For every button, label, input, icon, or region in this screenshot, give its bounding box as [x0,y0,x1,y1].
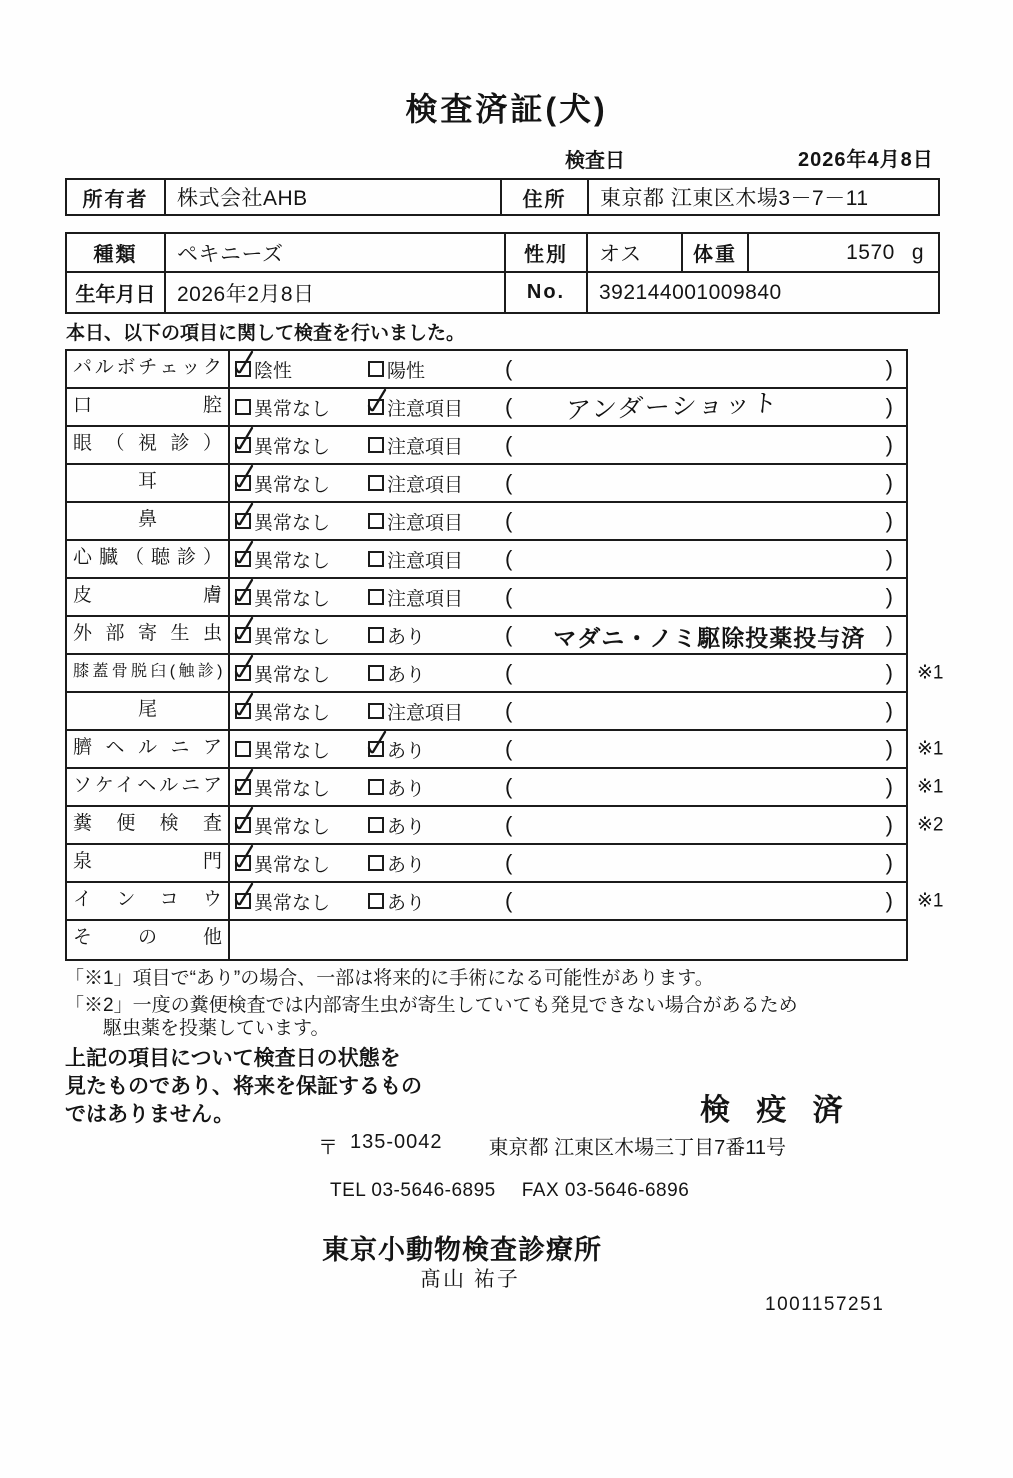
item-result-cell [230,693,906,729]
item-label: 膝蓋骨脱臼(触診) [67,655,230,691]
item-result-cell [230,769,906,805]
checklist-rows [67,351,944,959]
checklist-row-eyes-visual [67,427,906,465]
item-label: ソケイヘルニア [67,769,230,805]
option-1-label: 異常なし [254,816,331,838]
open-paren: ( [505,470,513,495]
checklist-row-heart-auscultation [67,541,906,579]
option-2 [368,888,505,915]
option-1 [235,470,368,497]
checklist-row-other [67,921,906,959]
option-1-checkbox [235,855,251,871]
close-paren: ) [885,850,893,875]
checklist-row-oral-cavity [67,389,906,427]
handwritten-remark: アンダーショット [563,388,781,425]
item-result-cell [230,579,906,615]
option-2-checkbox [368,475,384,491]
owner-label: 所有者 [67,180,166,214]
item-label: 口腔 [67,389,230,425]
option-2-label: あり [387,740,426,762]
close-paren: ) [885,660,893,685]
check-mark-icon [232,463,256,493]
option-2-checkbox [368,855,384,871]
option-2-checkbox [368,703,384,719]
number-label: No. [506,273,588,312]
option-1 [235,508,368,535]
option-1-label: 異常なし [254,854,331,876]
check-mark-icon [365,729,389,759]
option-2-checkbox [368,665,384,681]
check-mark-icon [232,691,256,721]
option-1-label: 陰性 [254,360,293,382]
open-paren: ( [505,774,513,799]
option-2-label: 陽性 [387,360,426,382]
remarks-field [505,508,906,534]
item-result-cell [230,427,906,463]
open-paren: ( [505,660,513,685]
item-label: パルボチェック [67,351,230,387]
item-label: 糞便検査 [67,807,230,843]
clinic-name: 東京小動物検査診療所 [322,1235,602,1265]
close-paren: ) [885,470,893,495]
item-result-cell [230,503,906,539]
remarks-field [505,698,906,724]
option-1 [235,432,368,459]
weight-label: 体重 [683,234,749,271]
remarks-field [505,660,906,686]
remarks-field [505,617,906,653]
open-paren: ( [505,736,513,761]
option-2-label: あり [387,778,426,800]
option-2-checkbox [368,551,384,567]
remarks-field [505,470,906,496]
option-2-label: あり [387,664,426,686]
option-1-checkbox [235,437,251,453]
option-2-label: 注意項目 [387,588,464,610]
option-1-checkbox [235,551,251,567]
remarks-field [505,850,906,876]
option-2-checkbox [368,589,384,605]
pet-info-row-1 [67,234,938,273]
check-mark-icon [232,767,256,797]
item-result-cell [230,389,906,425]
remarks-field [505,888,906,914]
open-paren: ( [505,508,513,533]
footnote-1: 「※1」項目で“あり”の場合、一部は将来的に手術になる可能性があります。 [65,968,714,989]
checklist-intro-text: 本日、以下の項目に関して検査を行いました。 [66,323,466,344]
option-1 [235,888,368,915]
weight-cell [749,234,938,271]
disclaimer-line-2: 見たものであり、将来を保証するもの [65,1075,422,1098]
check-mark-icon [232,539,256,569]
open-paren: ( [505,812,513,837]
birthdate-label: 生年月日 [67,273,166,312]
footnote-2: 「※2」一度の糞便検査では内部寄生虫が寄生していても発見できない場合があるため [65,995,798,1016]
tel-number: TEL 03-5646-6895 [330,1180,496,1201]
close-paren: ) [885,394,893,419]
option-1 [235,660,368,687]
item-result-cell [230,921,906,959]
remarks-field [505,736,906,762]
checklist-row-nose [67,503,906,541]
open-paren: ( [505,698,513,723]
postal-address-line [318,1131,786,1160]
tel-fax-line [330,1180,689,1202]
option-2-label: あり [387,626,426,648]
pet-info-row-2 [67,273,938,312]
option-2-checkbox [368,437,384,453]
option-1 [235,622,368,649]
postal-code: 135-0042 [350,1131,443,1153]
option-1 [235,356,368,383]
option-1-label: 異常なし [254,702,331,724]
close-paren: ) [885,774,893,799]
open-paren: ( [505,622,513,647]
item-result-cell [230,351,906,387]
option-2-label: あり [387,892,426,914]
option-2 [368,736,505,763]
option-2-label: あり [387,854,426,876]
item-label: 皮膚 [67,579,230,615]
open-paren: ( [505,584,513,609]
option-2 [368,584,505,611]
breed-label: 種類 [67,234,166,271]
remarks-field [505,546,906,572]
open-paren: ( [505,356,513,381]
close-paren: ) [885,622,893,647]
fax-number: FAX 03-5646-6896 [521,1180,690,1201]
close-paren: ) [885,812,893,837]
option-2-checkbox [368,817,384,833]
option-2-label: 注意項目 [387,512,464,534]
option-1 [235,850,368,877]
item-result-cell [230,465,906,501]
examination-checklist-table [65,349,944,961]
option-2-checkbox [368,779,384,795]
reference-mark: ※1 [917,738,944,760]
option-1 [235,394,368,421]
option-2 [368,508,505,535]
item-result-cell [230,541,906,577]
option-1-checkbox [235,779,251,795]
option-2 [368,546,505,573]
close-paren: ) [885,698,893,723]
option-1-checkbox [235,361,251,377]
item-label: 外部寄生虫 [67,617,230,653]
option-2 [368,470,505,497]
option-1-checkbox [235,513,251,529]
checklist-row-patellar-luxation [67,655,944,693]
item-result-cell [230,731,906,767]
option-2 [368,394,505,421]
item-result-cell [230,655,906,691]
option-2 [368,774,505,801]
serial-number: 1001157251 [765,1294,885,1315]
option-1-label: 異常なし [254,626,331,648]
clinic-address: 東京都 江東区木場三丁目7番11号 [488,1137,786,1159]
remarks-field [505,356,906,382]
option-1-label: 異常なし [254,436,331,458]
weight-value: 1570 [846,240,895,264]
owner-value: 株式会社AHB [166,180,502,214]
remarks-field [505,812,906,838]
checklist-row-fontanelle [67,845,906,883]
option-2 [368,356,505,383]
item-label: 眼（視診） [67,427,230,463]
open-paren: ( [505,850,513,875]
option-2-checkbox [368,741,384,757]
close-paren: ) [885,356,893,381]
option-1-checkbox [235,893,251,909]
option-2 [368,660,505,687]
option-2 [368,812,505,839]
checklist-row-inguinal-hernia [67,769,944,807]
checklist-row-umbilical-hernia [67,731,944,769]
option-2-checkbox [368,513,384,529]
reference-mark: ※2 [917,814,944,836]
quarantine-stamp: 検 疫 済 [700,1094,852,1127]
option-1-label: 異常なし [254,588,331,610]
option-1-checkbox [235,817,251,833]
option-2-checkbox [368,627,384,643]
item-label: その他 [67,921,230,959]
pet-info-table [65,232,940,314]
option-1-checkbox [235,627,251,643]
remarks-field [505,432,906,458]
option-1-checkbox [235,475,251,491]
option-1-label: 異常なし [254,512,331,534]
item-label: 鼻 [67,503,230,539]
reference-mark: ※1 [917,890,944,912]
item-label: 心臓（聴診） [67,541,230,577]
checklist-row-skin [67,579,906,617]
inspection-date-value: 2026年4月8日 [798,149,934,171]
option-1-checkbox [235,703,251,719]
option-1 [235,774,368,801]
option-2 [368,432,505,459]
check-mark-icon [232,805,256,835]
item-label: 耳 [67,465,230,501]
disclaimer-line-3: ではありません。 [65,1103,235,1126]
disclaimer-line-1: 上記の項目について検査日の状態を [65,1047,401,1070]
option-2 [368,850,505,877]
breed-value: ペキニーズ [166,234,506,271]
close-paren: ) [885,546,893,571]
owner-table [65,178,940,216]
birthdate-value: 2026年2月8日 [166,273,506,312]
disclaimer-text [65,1045,422,1129]
remarks-field [505,584,906,610]
checklist-row-fecal-exam [67,807,944,845]
item-result-cell [230,845,906,881]
option-1 [235,698,368,725]
remarks-field [505,388,906,425]
close-paren: ) [885,432,893,457]
option-1-label: 異常なし [254,474,331,496]
reference-mark: ※1 [917,662,944,684]
checklist-row-external-parasites [67,617,906,655]
check-mark-icon [232,615,256,645]
item-label: 泉門 [67,845,230,881]
footnote-2-continued: 駆虫薬を投薬しています。 [103,1018,330,1039]
check-mark-icon [232,577,256,607]
option-2-checkbox [368,893,384,909]
option-2-label: 注意項目 [387,398,464,420]
check-mark-icon [232,881,256,911]
option-1 [235,812,368,839]
close-paren: ) [885,584,893,609]
option-1-label: 異常なし [254,664,331,686]
address-value: 東京都 江東区木場3－7－11 [600,187,869,210]
reference-mark: ※1 [917,776,944,798]
item-label: 臍ヘルニア [67,731,230,767]
weight-unit: g [911,240,924,264]
option-1-label: 異常なし [254,892,331,914]
item-result-cell [230,807,906,843]
sex-value: オス [588,234,683,271]
option-1 [235,546,368,573]
option-1-label: 異常なし [254,550,331,572]
close-paren: ) [885,736,893,761]
printed-remark: マダニ・ノミ駆除投薬投与済 [553,625,866,651]
sex-label: 性別 [506,234,588,271]
option-2-checkbox [368,361,384,377]
option-2-label: 注意項目 [387,436,464,458]
item-result-cell [230,883,906,919]
option-2-label: 注意項目 [387,474,464,496]
examiner-name: 髙山 祐子 [420,1268,520,1291]
check-mark-icon [232,843,256,873]
checklist-row-cryptorchidism [67,883,944,921]
option-1 [235,736,368,763]
option-1-label: 異常なし [254,778,331,800]
option-1-checkbox [235,665,251,681]
inspection-date-label: 検査日 [565,150,625,172]
option-1-label: 異常なし [254,740,331,762]
check-mark-icon [232,349,256,379]
postal-mark-icon: 〒 [318,1137,338,1159]
option-2 [368,698,505,725]
option-1-label: 異常なし [254,398,331,420]
option-2-label: 注意項目 [387,550,464,572]
item-result-cell [230,617,906,653]
option-2-label: 注意項目 [387,702,464,724]
check-mark-icon [232,501,256,531]
page-title: 検査済証(犬) [405,91,608,127]
checklist-row-tail [67,693,906,731]
option-1-checkbox [235,399,251,415]
check-mark-icon [365,387,389,417]
option-2-label: あり [387,816,426,838]
open-paren: ( [505,888,513,913]
option-2 [368,622,505,649]
item-label: インコウ [67,883,230,919]
number-value: 392144001009840 [599,280,782,304]
check-mark-icon [232,653,256,683]
open-paren: ( [505,546,513,571]
checklist-row-ears [67,465,906,503]
check-mark-icon [232,425,256,455]
option-2-checkbox [368,399,384,415]
option-1-checkbox [235,589,251,605]
remarks-field [505,774,906,800]
open-paren: ( [505,432,513,457]
close-paren: ) [885,508,893,533]
address-label: 住所 [502,180,589,214]
option-1 [235,584,368,611]
close-paren: ) [885,888,893,913]
option-1-checkbox [235,741,251,757]
item-label: 尾 [67,693,230,729]
open-paren: ( [505,394,513,419]
